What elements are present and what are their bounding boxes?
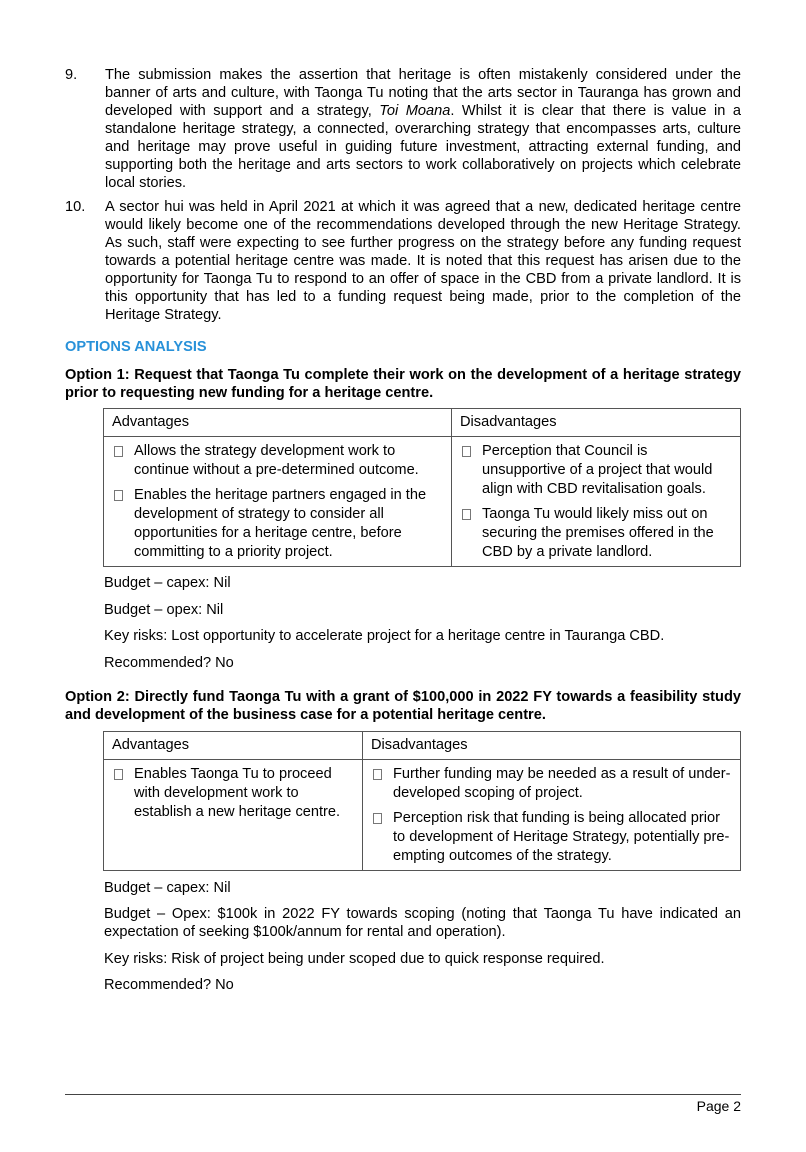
section-heading: OPTIONS ANALYSIS <box>65 339 207 355</box>
bullet-box-icon <box>462 509 471 520</box>
paragraph-10 <box>65 198 741 324</box>
option-2-budget-opex: Budget – Opex: $100k in 2022 FY towards scoping (noting that Taonga Tu have indicated an expectation of seeking $100k/annum for rental and operation). <box>104 906 741 940</box>
option-1-key-risks: Key risks: Lost opportunity to accelerate project for a heritage centre in Tauranga CBD. <box>104 628 665 644</box>
bullet-box-icon <box>373 813 382 824</box>
option-1-budget-opex: Budget – opex: Nil <box>104 602 224 618</box>
advantages-cell <box>104 760 363 871</box>
bullet-box-icon <box>462 446 471 457</box>
advantages-header: Advantages <box>104 732 363 760</box>
option-1-budget-capex: Budget – capex: Nil <box>104 575 231 591</box>
list-item: Enables the heritage partners engaged in the development of strategy to consider all opportunities for a heritage centre, before committing to a priority project. <box>104 486 443 562</box>
list-item: Perception that Council is unsupportive of a project that would align with CBD revitalisation goals. <box>452 442 732 499</box>
list-item: Perception risk that funding is being allocated prior to development of Heritage Strategy, potentially pre-empting outcomes of the strategy. <box>363 809 732 866</box>
option-1-recommended: Recommended? No <box>104 655 234 671</box>
disadvantages-cell <box>363 760 741 871</box>
disadvantages-header: Disadvantages <box>452 409 741 437</box>
page-number: Page 2 <box>696 1098 741 1114</box>
paragraph-number: 9. <box>65 67 78 83</box>
paragraph-9 <box>65 66 741 192</box>
paragraph-text: A sector hui was held in April 2021 at which it was agreed that a new, dedicated heritage centre would likely become one of the recommendations developed through the new Heritage Strategy. As such, staff were expecting to see further progress on the strategy before any funding request towards a potential heritage centre was made. It is noted that this request has arisen due to the opportunity for Taonga Tu to respond to an offer of space in the CBD from a private landlord. It is this opportunity that has led to a funding request being made, prior to the completion of the Heritage Strategy. <box>105 199 741 323</box>
option-1-table <box>103 408 741 567</box>
list-item: Taonga Tu would likely miss out on securing the premises offered in the CBD by a private landlord. <box>452 505 732 562</box>
option-2-recommended: Recommended? No <box>104 977 234 993</box>
paragraph-text: The submission makes the assertion that heritage is often mistakenly considered under the banner of arts and culture, with Taonga Tu noting that the arts sector in Tauranga has grown and developed with support and a strategy, Toi Moana. Whilst it is clear that there is value in a standalone heritage strategy, a connected, overarching strategy that encompasses arts, culture and heritage may prove useful in guiding future investment, attracting external funding, and supporting both the heritage and arts sectors to work collaboratively on projects which celebrate local stories. <box>105 67 741 191</box>
disadvantages-header: Disadvantages <box>363 732 741 760</box>
paragraph-number: 10. <box>65 199 86 215</box>
bullet-box-icon <box>114 769 123 780</box>
list-item: Enables Taonga Tu to proceed with development work to establish a new heritage centre. <box>104 765 354 822</box>
option-2-key-risks: Key risks: Risk of project being under scoped due to quick response required. <box>104 951 605 967</box>
option-2-budget-capex: Budget – capex: Nil <box>104 880 231 896</box>
bullet-box-icon <box>373 769 382 780</box>
list-item: Allows the strategy development work to continue without a pre-determined outcome. <box>104 442 443 480</box>
advantages-header: Advantages <box>104 409 452 437</box>
option-2-table <box>103 731 741 871</box>
option-1-title: Option 1: Request that Taonga Tu complete their work on the development of a heritage strategy prior to requesting new funding for a heritage centre. <box>65 367 741 401</box>
disadvantages-cell <box>452 437 741 567</box>
list-item: Further funding may be needed as a result of under-developed scoping of project. <box>363 765 732 803</box>
footer-divider <box>65 1094 741 1095</box>
bullet-box-icon <box>114 490 123 501</box>
advantages-cell <box>104 437 452 567</box>
option-2-title: Option 2: Directly fund Taonga Tu with a grant of $100,000 in 2022 FY towards a feasibility study and development of the business case for a potential heritage centre. <box>65 689 741 723</box>
bullet-box-icon <box>114 446 123 457</box>
